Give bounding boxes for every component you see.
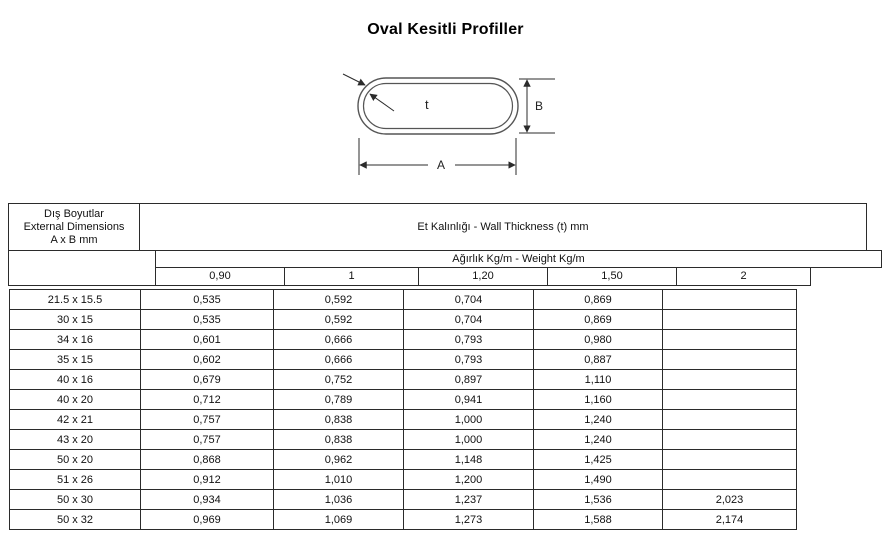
weight-cell: 0,868: [141, 450, 274, 470]
weight-cell: 0,887: [534, 350, 663, 370]
weight-cell: 1,010: [274, 470, 404, 490]
table-row: [10, 390, 797, 410]
weight-cell: 1,160: [534, 390, 663, 410]
weight-cell: 0,962: [274, 450, 404, 470]
weight-cell: 0,789: [274, 390, 404, 410]
weight-cell: 0,869: [534, 310, 663, 330]
external-dimensions-header-cell: [8, 203, 140, 251]
weight-cell: 1,000: [404, 410, 534, 430]
weight-cell: 0,793: [404, 350, 534, 370]
weight-cell: 0,704: [404, 310, 534, 330]
table-row: [10, 330, 797, 350]
empty-header-cell: [8, 250, 156, 286]
dimension-cell: 50 x 32: [10, 510, 141, 530]
wall-thickness-header-cell: Et Kalınlığı - Wall Thickness (t) mm: [139, 203, 867, 251]
thickness-leader-inner: [370, 94, 394, 111]
weight-cell: 1,036: [274, 490, 404, 510]
weight-cell: 1,000: [404, 430, 534, 450]
weight-cell: [663, 370, 797, 390]
weight-cell: 0,793: [404, 330, 534, 350]
weight-cell: [663, 410, 797, 430]
weight-cell: 1,069: [274, 510, 404, 530]
weight-cell: 0,679: [141, 370, 274, 390]
table-row: [10, 350, 797, 370]
dimension-cell: 34 x 16: [10, 330, 141, 350]
weights-table-body: [10, 290, 797, 530]
weight-cell: 0,838: [274, 410, 404, 430]
weight-cell: 0,704: [404, 290, 534, 310]
weight-cell: 0,602: [141, 350, 274, 370]
weight-cell: 0,592: [274, 310, 404, 330]
weight-cell: 1,200: [404, 470, 534, 490]
table-row: [10, 410, 797, 430]
weight-cell: [663, 430, 797, 450]
table-row: [10, 290, 797, 310]
dimension-cell: 43 x 20: [10, 430, 141, 450]
dimension-cell: 51 x 26: [10, 470, 141, 490]
thickness-value-cell: 0,90: [155, 267, 285, 286]
weight-cell: 0,941: [404, 390, 534, 410]
thickness-value-cell: 1,50: [547, 267, 677, 286]
table-row: [10, 370, 797, 390]
weight-header-cell: Ağırlık Kg/m - Weight Kg/m: [155, 250, 882, 268]
weight-cell: 0,912: [141, 470, 274, 490]
weight-cell: [663, 330, 797, 350]
external-dimensions-line1: Dış Boyutlar: [44, 207, 104, 220]
weight-cell: 0,897: [404, 370, 534, 390]
outer-oval: [358, 78, 518, 134]
weight-cell: 1,536: [534, 490, 663, 510]
dimension-cell: 35 x 15: [10, 350, 141, 370]
thickness-value-cell: 1: [284, 267, 419, 286]
weight-cell: 0,601: [141, 330, 274, 350]
weight-cell: 0,592: [274, 290, 404, 310]
weight-cell: [663, 450, 797, 470]
weight-cell: [663, 350, 797, 370]
thickness-value-cell: 1,20: [418, 267, 548, 286]
external-dimensions-line3: A x B mm: [50, 233, 98, 246]
weight-cell: 0,838: [274, 430, 404, 450]
dimension-cell: 42 x 21: [10, 410, 141, 430]
weight-cell: 0,969: [141, 510, 274, 530]
dimension-cell: 50 x 20: [10, 450, 141, 470]
weight-cell: [663, 290, 797, 310]
thickness-leader-outer: [343, 74, 365, 85]
thickness-value-cell: 2: [676, 267, 811, 286]
weight-cell: 0,752: [274, 370, 404, 390]
weight-cell: [663, 390, 797, 410]
weight-cell: 0,666: [274, 350, 404, 370]
weight-cell: 1,425: [534, 450, 663, 470]
weight-cell: 1,588: [534, 510, 663, 530]
weight-cell: 0,757: [141, 430, 274, 450]
oval-profile-diagram: [330, 58, 575, 193]
weight-cell: [663, 310, 797, 330]
external-dimensions-line2: External Dimensions: [23, 220, 125, 233]
weight-cell: 1,240: [534, 410, 663, 430]
table-row: [10, 510, 797, 530]
weight-cell: 1,273: [404, 510, 534, 530]
width-label: A: [436, 158, 446, 172]
weight-cell: 0,934: [141, 490, 274, 510]
dimension-cell: 40 x 16: [10, 370, 141, 390]
weight-cell: 0,666: [274, 330, 404, 350]
weight-cell: 1,148: [404, 450, 534, 470]
dimension-cell: 40 x 20: [10, 390, 141, 410]
table-row: [10, 490, 797, 510]
weight-cell: 0,535: [141, 290, 274, 310]
weight-cell: 1,240: [534, 430, 663, 450]
weight-cell: 0,980: [534, 330, 663, 350]
weight-cell: 1,237: [404, 490, 534, 510]
table-row: [10, 430, 797, 450]
weight-cell: 2,174: [663, 510, 797, 530]
dimension-cell: 30 x 15: [10, 310, 141, 330]
table-row: [10, 470, 797, 490]
weight-cell: 0,712: [141, 390, 274, 410]
table-row: [10, 450, 797, 470]
weight-cell: 0,535: [141, 310, 274, 330]
thickness-label: t: [425, 97, 429, 112]
height-label: B: [535, 99, 544, 113]
weight-cell: 1,490: [534, 470, 663, 490]
inner-oval: [364, 84, 513, 129]
weights-table: [9, 289, 797, 530]
weight-cell: 1,110: [534, 370, 663, 390]
weight-cell: 0,757: [141, 410, 274, 430]
page-title: Oval Kesitli Profiller: [367, 21, 524, 38]
dimension-cell: 50 x 30: [10, 490, 141, 510]
weight-cell: [663, 470, 797, 490]
dimension-cell: 21.5 x 15.5: [10, 290, 141, 310]
weight-cell: 2,023: [663, 490, 797, 510]
table-row: [10, 310, 797, 330]
weight-cell: 0,869: [534, 290, 663, 310]
